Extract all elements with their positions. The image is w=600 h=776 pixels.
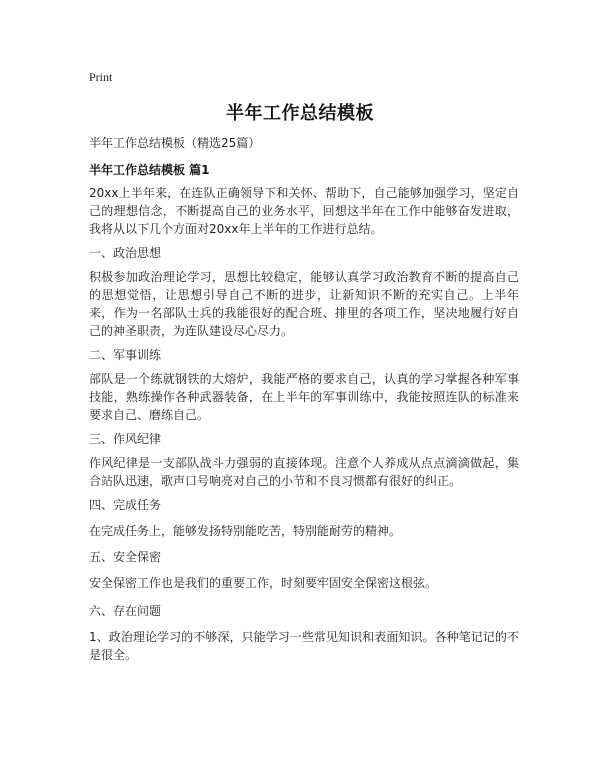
heading-problems: 六、存在问题 xyxy=(89,604,162,618)
intro-paragraph: 20xx上半年来，在连队正确领导下和关怀、帮助下，自己能够加强学习，坚定自己的理想信念，不断提高自己的业务水平，回想这半年在工作中能够奋发进取，我将从以下几个方面对20xx年上半年的工作进行总结。 xyxy=(89,186,519,236)
section-title: 半年工作总结模板 篇1 xyxy=(89,163,210,177)
document-subtitle: 半年工作总结模板（精选25篇） xyxy=(89,136,261,150)
heading-tasks: 四、完成任务 xyxy=(89,498,162,512)
paragraph-discipline: 作风纪律是一支部队战斗力强弱的直接体现。注意个人养成从点点滴滴做起，集合站队迅速，歌声口号响亮对自己的小节和不良习惯都有很好的纠正。 xyxy=(89,456,519,488)
heading-discipline: 三、作风纪律 xyxy=(89,432,162,446)
paragraph-tasks: 在完成任务上，能够发扬特别能吃苦，特别能耐劳的精神。 xyxy=(89,524,402,538)
print-link[interactable]: Print xyxy=(89,70,113,84)
paragraph-problems: 1、政治理论学习的不够深，只能学习一些常见知识和表面知识。各种笔记记的不是很全。 xyxy=(89,630,519,662)
heading-politics: 一、政治思想 xyxy=(89,246,162,260)
document-title: 半年工作总结模板 xyxy=(226,103,374,124)
paragraph-security: 安全保密工作也是我们的重要工作，时刻要牢固安全保密这根弦。 xyxy=(89,576,438,590)
heading-security: 五、安全保密 xyxy=(89,550,162,564)
paragraph-military-training: 部队是一个练就钢铁的大熔炉，我能严格的要求自己，认真的学习掌握各种军事技能，熟练操作各种武器装备，在上半年的军事训练中，我能按照连队的标准来要求自己、磨练自己。 xyxy=(89,372,519,422)
heading-military-training: 二、军事训练 xyxy=(89,348,162,362)
paragraph-politics: 积极参加政治理论学习，思想比较稳定，能够认真学习政治教育不断的提高自己的思想觉悟，让思想引导自己不断的进步，让新知识不断的充实自己。上半年来，作为一名部队士兵的我能很好的配合班、排里的各项工作，坚决地履行好自己的神圣职责，为连队建设尽心尽力。 xyxy=(89,270,519,338)
